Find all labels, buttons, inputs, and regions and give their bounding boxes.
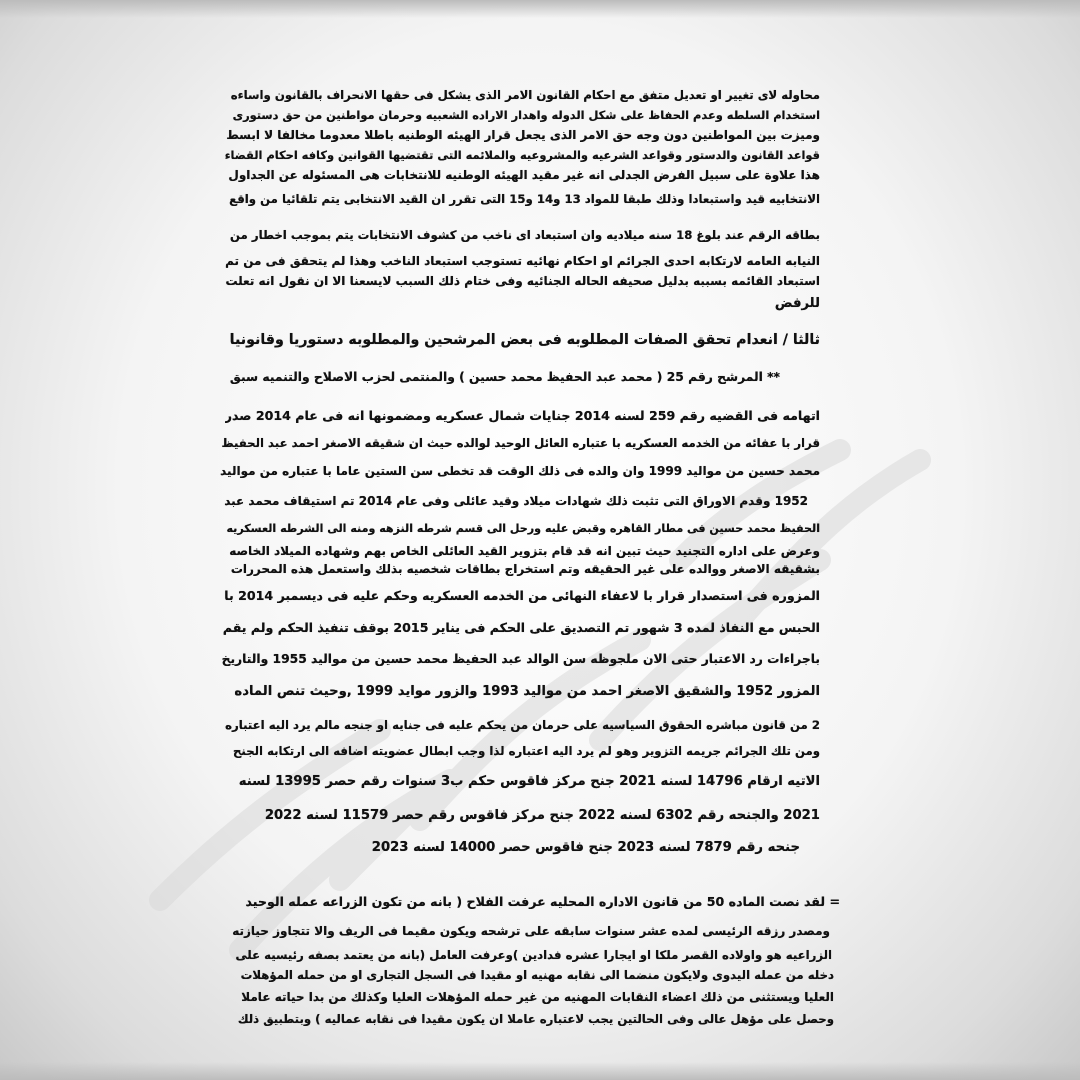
paragraph-line: وحصل على مؤهل عالى وفى الحالتين يجب لاعتباره عاملا ان يكون مقيدا فى نقابه عماليه ) وبتطبيق ذلك [237,1012,834,1026]
paragraph-line: = لقد نصت الماده 50 من قانون الاداره المحليه عرفت الفلاح ( بانه من تكون الزراعه عمله الوحيد [245,894,840,909]
paragraph-line: جنحه رقم 7879 لسنه 2023 جنح فاقوس حصر 14000 لسنه 2023 [371,840,800,855]
paragraph-line: استخدام السلطه وعدم الحفاظ على شكل الدوله واهدار الاراده الشعبيه وحرمان مواطنين من حق دستورى [232,108,820,122]
paragraph-line: الحفيظ محمد حسين فى مطار القاهره وقبض عليه ورحل الى قسم شرطه النزهه ومنه الى الشرطه العسكريه [226,522,820,535]
paragraph-line: استبعاد القائمه بسببه بدليل صحيفه الحاله الجنائيه وفى ختام ذلك السبب لايسعنا الا ان نقول انه تعلت [225,274,820,288]
paragraph-line: 1952 وقدم الاوراق التى تثبت ذلك شهادات ميلاد وقيد عائلى وفى عام 2014 تم استيقاف محمد عبد [224,494,808,508]
paragraph-line: قرار با عفائه من الخدمه العسكريه با عتباره العائل الوحيد لوالده حيث ان شقيقه الاصغر احمد عبد الحفيظ [221,436,820,450]
paragraph-line: المزور 1952 والشقيق الاصغر احمد من مواليد 1993 والزور موايد 1999 ,وحيث تنص الماده [234,684,820,699]
paragraph-line: الحبس مع النفاذ لمده 3 شهور تم التصديق على الحكم فى يناير 2015 بوقف تنفيذ الحكم ولم يقم [222,620,820,635]
paragraph-line: هذا علاوة على سبيل الفرض الجدلى انه غير مقيد الهيئه الوطنيه للانتخابات هى المسئوله عن الجداول [228,168,820,182]
watermark-stamp [120,260,980,960]
paragraph-line: 2 من قانون مباشره الحقوق السياسيه على حرمان من يحكم عليه فى جنايه او جنجه مالم يرد اليه اعتباره [225,718,820,732]
paragraph-line: دخله من عمله اليدوى ولايكون منضما الى نقابه مهنيه او مقيدا فى السجل التجارى او من حمله المؤهلات [240,968,834,982]
paragraph-line: للرفض [774,296,820,311]
paragraph-line: اتهامه فى القضيه رقم 259 لسنه 2014 جنايات شمال عسكريه ومضمونها انه فى عام 2014 صدر [224,408,820,423]
paragraph-line: الانتخابيه قيد واستبعادا وذلك طبقا للمواد 13 و14 و15 التى تقرر ان القيد الانتخابى يتم تلقائيا من واقع [229,192,820,206]
paragraph-line: قواعد القانون والدستور وقواعد الشرعيه والمشروعيه والملائمه التى تقتضيها القوانين وكافه احكام القضاء [224,148,820,162]
paragraph-line: المزوره فى استصدار قرار با لاعفاء النهائى من الخدمه العسكريه وحكم عليه فى ديسمبر 2014 با [224,588,820,603]
paragraph-line: باجراءات رد الاعتبار حتى الان ملجوظه سن الوالد عبد الحفيظ محمد حسين من مواليد 1955 والتاريخ [221,652,820,666]
page-edge-bottom [0,1062,1080,1080]
paragraph-line: ** المرشح رقم 25 ( محمد عبد الحفيظ محمد حسين ) والمنتمى لحزب الاصلاح والتنميه سبق [229,370,780,384]
section-heading: ثالثا / انعدام تحقق الصفات المطلوبه فى بعض المرشحين والمطلوبه دستوريا وقانونيا [229,332,820,348]
paragraph-line: الزراعيه هو واولاده القصر ملكا او ايجارا عشره فدادين )وعرفت العامل (بانه من يعتمد بصفه رئيسيه على [235,948,832,962]
paragraph-line: ومن تلك الجرائم جريمه التزوير وهو لم يرد اليه اعتباره لذا وجب ابطال عضويته اضافه الى ارتكابه الجنح [233,744,820,758]
paragraph-line: بطاقه الرقم عند بلوغ 18 سنه ميلاديه وان استبعاد اى ناخب من كشوف الانتخابات يتم بموجب اخطار من [230,228,820,242]
paragraph-line: ومصدر رزقه الرئيسى لمده عشر سنوات سابقه على ترشحه ويكون مقيما فى الريف والا تتجاوز حيازته [232,924,830,938]
paragraph-line: العليا ويستثنى من ذلك اعضاء النقابات المهنيه من غير حمله المؤهلات العليا وكذلك من بدا حياته عاملا [241,990,834,1004]
paragraph-line: وعرض على اداره التجنيد حيث تبين انه قد قام بتزوير القيد العائلى الخاص بهم وشهاده الميلاد الخاصه [229,544,820,558]
paragraph-line: بشقيقه الاصغر ووالده على غير الحقيقه وتم استخراج بطاقات شخصيه بذلك واستعمل هذه المحررات [230,562,820,576]
paragraph-line: 2021 والجنحه رقم 6302 لسنه 2022 جنح مركز فاقوس رقم حصر 11579 لسنه 2022 [264,808,820,823]
paragraph-line: وميزت بين المواطنين دون وجه حق الامر الذى يجعل قرار الهيئه الوطنيه باطلا معدوما مخالفا لا ابسط [226,128,820,142]
paragraph-line: الاتيه ارقام 14796 لسنه 2021 جنح مركز فاقوس حكم ب3 سنوات رقم حصر 13995 لسنه [238,774,820,789]
paragraph-line: محاوله لاى تغيير او تعديل متفق مع احكام القانون الامر الذى يشكل فى حقها الانحراف بالقانون واساءه [230,88,820,102]
paragraph-line: محمد حسين من مواليد 1999 وان والده فى ذلك الوقت قد تخطى سن الستين عاما با عتباره من مواليد [220,464,820,478]
paragraph-line: النيابه العامه لارتكابه احدى الجرائم او احكام نهائيه تستوجب استبعاد الناخب وهذا لم يتحقق فى من تم [225,254,820,268]
page-edge-top [0,0,1080,18]
